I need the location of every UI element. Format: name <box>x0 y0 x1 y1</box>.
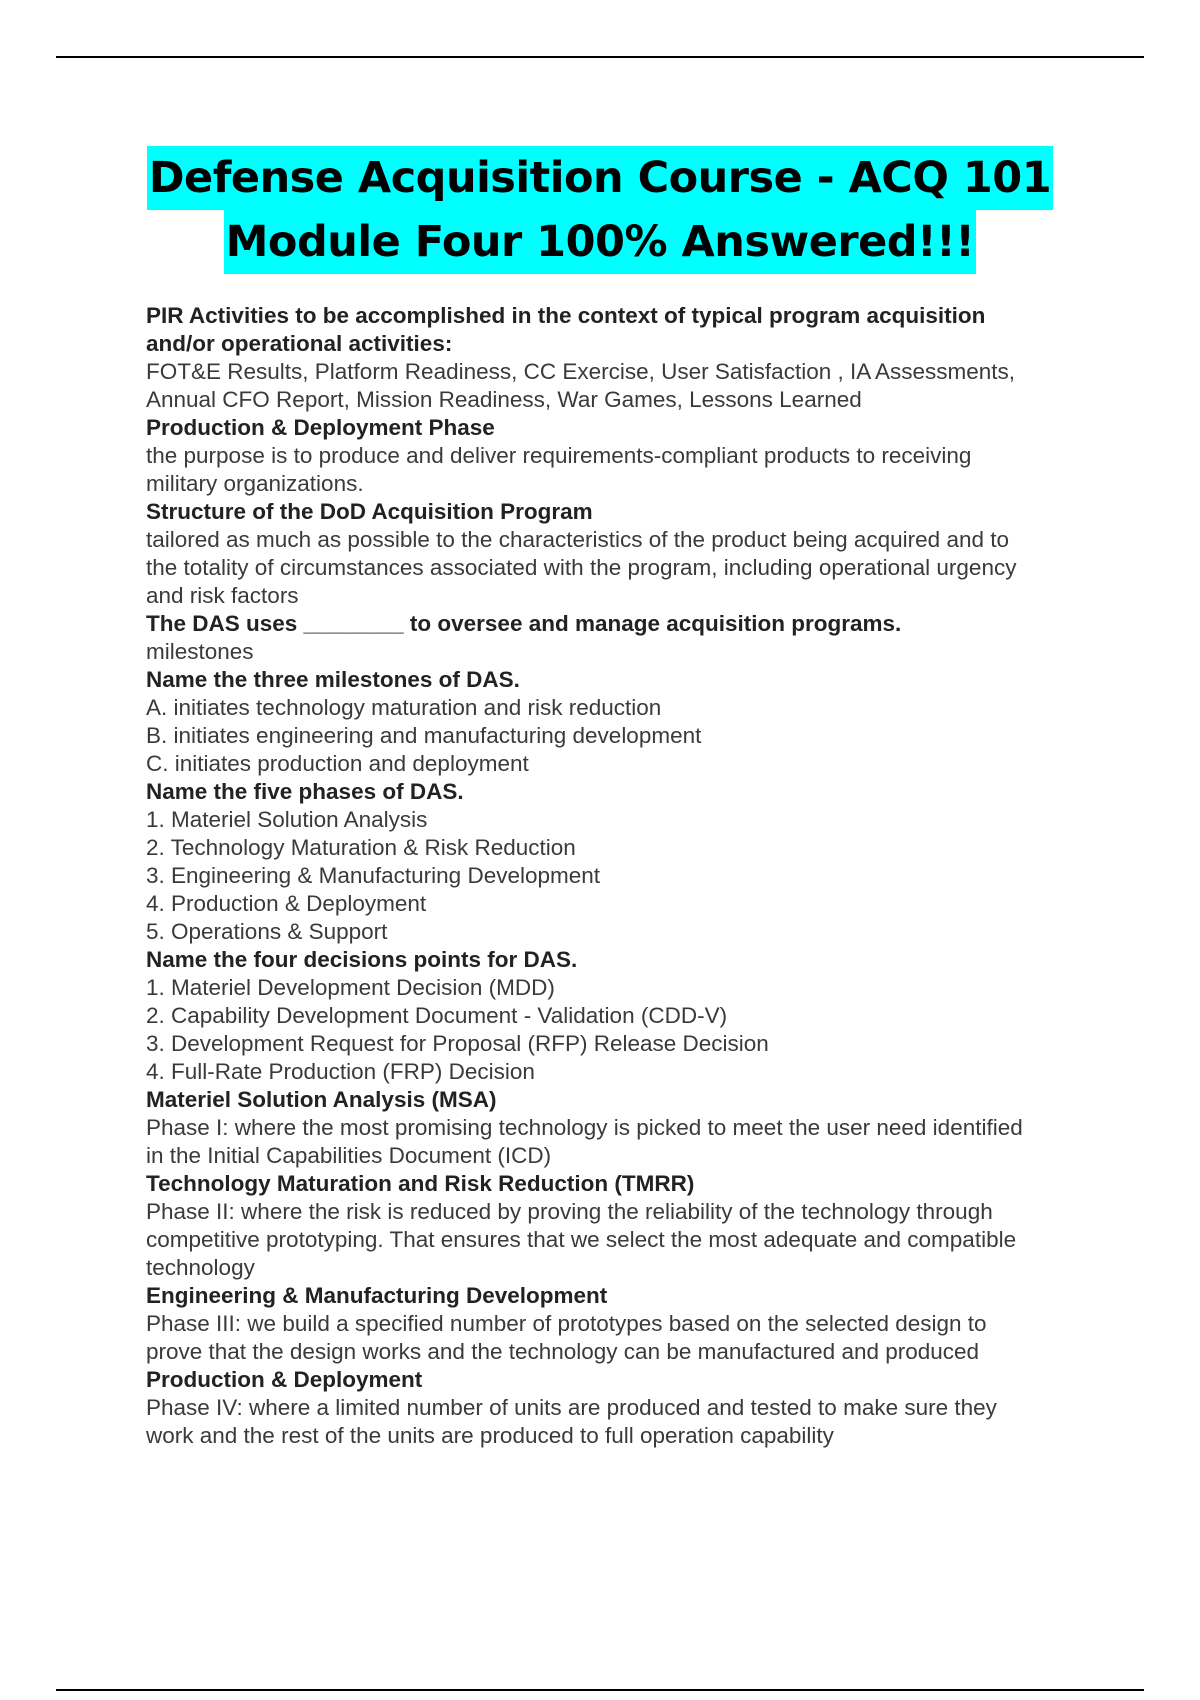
answer-text: C. initiates production and deployment <box>146 751 529 776</box>
qa-list <box>146 302 1096 1450</box>
qa-entry <box>146 1282 1096 1366</box>
answer-text: 1. Materiel Development Decision (MDD) <box>146 975 555 1000</box>
question-text: and/or operational activities: <box>146 331 453 356</box>
question-text: Structure of the DoD Acquisition Program <box>146 499 593 524</box>
question-text: The DAS uses ________ to oversee and manage acquisition programs. <box>146 611 902 636</box>
answer-text: in the Initial Capabilities Document (ICD) <box>146 1143 552 1168</box>
answer-text: competitive prototyping. That ensures that we select the most adequate and compatible <box>146 1227 1017 1252</box>
question-text: PIR Activities to be accomplished in the context of typical program acquisition <box>146 303 986 328</box>
question-text: Technology Maturation and Risk Reduction (TMRR) <box>146 1171 695 1196</box>
title-line-1: Defense Acquisition Course - ACQ 101 <box>147 146 1053 210</box>
qa-entry <box>146 414 1096 498</box>
qa-entry <box>146 610 1096 666</box>
answer-text: 3. Development Request for Proposal (RFP) Release Decision <box>146 1031 769 1056</box>
answer-text: Phase I: where the most promising technology is picked to meet the user need identified <box>146 1115 1023 1140</box>
question-text: Production & Deployment Phase <box>146 415 495 440</box>
answer-text: 1. Materiel Solution Analysis <box>146 807 428 832</box>
answer-text: 4. Production & Deployment <box>146 891 427 916</box>
answer-text: 5. Operations & Support <box>146 919 388 944</box>
question-text: Production & Deployment <box>146 1367 423 1392</box>
question-text: Name the three milestones of DAS. <box>146 667 520 692</box>
answer-text: technology <box>146 1255 255 1280</box>
answer-text: 4. Full-Rate Production (FRP) Decision <box>146 1059 535 1084</box>
qa-entry <box>146 946 1096 1086</box>
qa-entry <box>146 1170 1096 1282</box>
top-rule <box>56 56 1144 58</box>
answer-text: 2. Technology Maturation & Risk Reduction <box>146 835 576 860</box>
answer-text: Phase II: where the risk is reduced by proving the reliability of the technology through <box>146 1199 993 1224</box>
answer-text: FOT&E Results, Platform Readiness, CC Exercise, User Satisfaction , IA Assessments, <box>146 359 1016 384</box>
answer-text: 3. Engineering & Manufacturing Development <box>146 863 601 888</box>
title-line-2: Module Four 100% Answered!!! <box>224 210 977 274</box>
answer-text: military organizations. <box>146 471 364 496</box>
answer-text: 2. Capability Development Document - Validation (CDD-V) <box>146 1003 728 1028</box>
answer-text: work and the rest of the units are produced to full operation capability <box>146 1423 834 1448</box>
answer-text: milestones <box>146 639 254 664</box>
answer-text: prove that the design works and the technology can be manufactured and produced <box>146 1339 980 1364</box>
answer-text: B. initiates engineering and manufacturing development <box>146 723 702 748</box>
qa-entry <box>146 1086 1096 1170</box>
qa-entry <box>146 666 1096 778</box>
answer-text: Annual CFO Report, Mission Readiness, War Games, Lessons Learned <box>146 387 862 412</box>
qa-entry <box>146 498 1096 610</box>
qa-entry <box>146 302 1096 414</box>
answer-text: Phase III: we build a specified number of prototypes based on the selected design to <box>146 1311 987 1336</box>
document-title <box>0 146 1200 274</box>
question-text: Materiel Solution Analysis (MSA) <box>146 1087 497 1112</box>
question-text: Name the four decisions points for DAS. <box>146 947 578 972</box>
answer-text: the purpose is to produce and deliver requirements-compliant products to receiving <box>146 443 972 468</box>
answer-text: tailored as much as possible to the characteristics of the product being acquired and to <box>146 527 1009 552</box>
answer-text: A. initiates technology maturation and risk reduction <box>146 695 662 720</box>
answer-text: the totality of circumstances associated with the program, including operational urgency <box>146 555 1017 580</box>
qa-entry <box>146 778 1096 946</box>
answer-text: Phase IV: where a limited number of units are produced and tested to make sure they <box>146 1395 997 1420</box>
qa-entry <box>146 1366 1096 1450</box>
question-text: Engineering & Manufacturing Development <box>146 1283 608 1308</box>
question-text: Name the five phases of DAS. <box>146 779 464 804</box>
answer-text: and risk factors <box>146 583 299 608</box>
bottom-rule <box>56 1689 1144 1691</box>
